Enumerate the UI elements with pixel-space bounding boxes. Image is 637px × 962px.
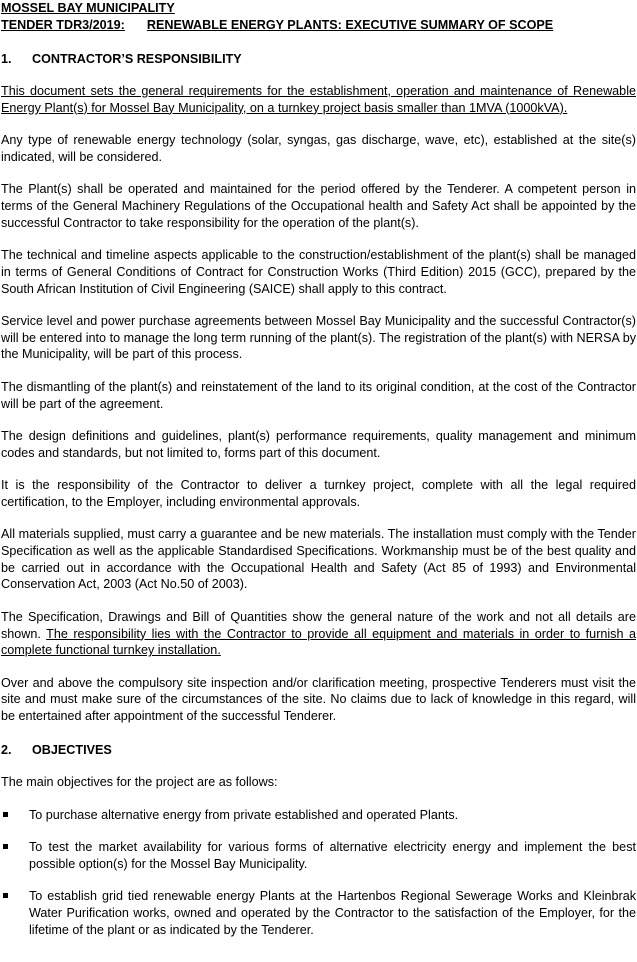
paragraph-materials: All materials supplied, must carry a guarantee and be new materials. The installation must comply with the Tender Specification as well as the applicable Standardised Specifications. Workmanship must be of the best quality and be carried out in accordance with the Occupational Health and Safety (Act 85 of 1993) and Environmental Conservation Act, 2003 (Act No.50 of 2003). xyxy=(1,527,636,592)
section-number: 2. xyxy=(1,743,12,757)
tender-name: RENEWABLE ENERGY PLANTS: EXECUTIVE SUMMARY OF SCOPE xyxy=(146,17,554,32)
specification-text: The Specification, Drawings and Bill of Quantities show the general nature of the work and not all details are shown. xyxy=(1,609,636,641)
section-title: CONTRACTOR’S RESPONSIBILITY xyxy=(32,51,242,66)
paragraph-design: The design definitions and guidelines, plant(s) performance requirements, quality management and minimum codes and standards, but not limited to, forms part of this document. xyxy=(1,428,636,460)
paragraph-site-inspection: Over and above the compulsory site inspection and/or clarification meeting, prospective Tenderers must visit the site and must make sure of the circumstances of the site. No claims due to lack of knowledge in this regard, will be entertained after appointment of the successful Tenderer. xyxy=(1,675,636,724)
square-bullet-icon xyxy=(3,844,8,849)
paragraph-gcc: The technical and timeline aspects applicable to the construction/establishment of the plant(s) shall be managed in terms of General Conditions of Contract for Construction Works (Third Edition) 2015 (GCC), prepared by the South African Institution of Civil Engineering (SAICE) shall apply to this contract. xyxy=(1,247,636,296)
tender-number: TENDER TDR3/2019: xyxy=(1,17,125,32)
square-bullet-icon xyxy=(3,893,8,898)
organization-title: MOSSEL BAY MUNICIPALITY xyxy=(1,1,175,15)
paragraph-operation: The Plant(s) shall be operated and maintained for the period offered by the Tenderer. A competent person in terms of the General Machinery Regulations of the Occupational health and Safety Act shall be appointed by the successful Contractor to take responsibility for the operation of the plant(s). xyxy=(1,182,636,230)
paragraph-specification xyxy=(1,609,636,659)
list-item: To test the market availability for various forms of alternative electricity energy and implement the best possible option(s) for the Mossel Bay Municipality. xyxy=(1,839,636,873)
paragraph-turnkey: It is the responsibility of the Contractor to deliver a turnkey project, complete with all the legal required certification, to the Employer, including environmental approvals. xyxy=(1,477,636,509)
tender-title xyxy=(1,17,636,34)
section-title: OBJECTIVES xyxy=(32,743,112,757)
list-item: To establish grid tied renewable energy Plants at the Hartenbos Regional Sewerage Works and Kleinbrak Water Purification works, owned and operated by the Contractor to the satisfaction of the Employer, for the lifetime of the plant or as indicated by the Tenderer. xyxy=(1,888,636,938)
square-bullet-icon xyxy=(3,812,8,817)
section-2-heading xyxy=(1,742,636,759)
paragraph-agreements: Service level and power purchase agreements between Mossel Bay Municipality and the successful Contractor(s) will be entered into to manage the long term running of the plant(s). The registration of the plant(s) with NERSA by the Municipality, will be part of this process. xyxy=(1,313,636,362)
responsibility-note: The responsibility lies with the Contractor to provide all equipment and materials in order to furnish a complete functional turnkey installation. xyxy=(1,626,636,658)
paragraph-dismantling: The dismantling of the plant(s) and reinstatement of the land to its original condition, at the cost of the Contractor will be part of the agreement. xyxy=(1,379,636,411)
objectives-intro: The main objectives for the project are as follows: xyxy=(1,775,278,790)
paragraph-technology: Any type of renewable energy technology (solar, syngas, gas discharge, wave, etc), established at the site(s) indicated, will be considered. xyxy=(1,132,636,164)
objectives-list xyxy=(1,807,636,939)
section-1-heading xyxy=(1,51,636,68)
section-number: 1. xyxy=(1,51,12,66)
paragraph-scope: This document sets the general requirements for the establishment, operation and maintenance of Renewable Energy Plant(s) for Mossel Bay Municipality, on a turnkey project basis smaller than 1MVA (1000kVA). xyxy=(1,83,636,115)
list-item: To purchase alternative energy from private established and operated Plants. xyxy=(1,807,636,824)
